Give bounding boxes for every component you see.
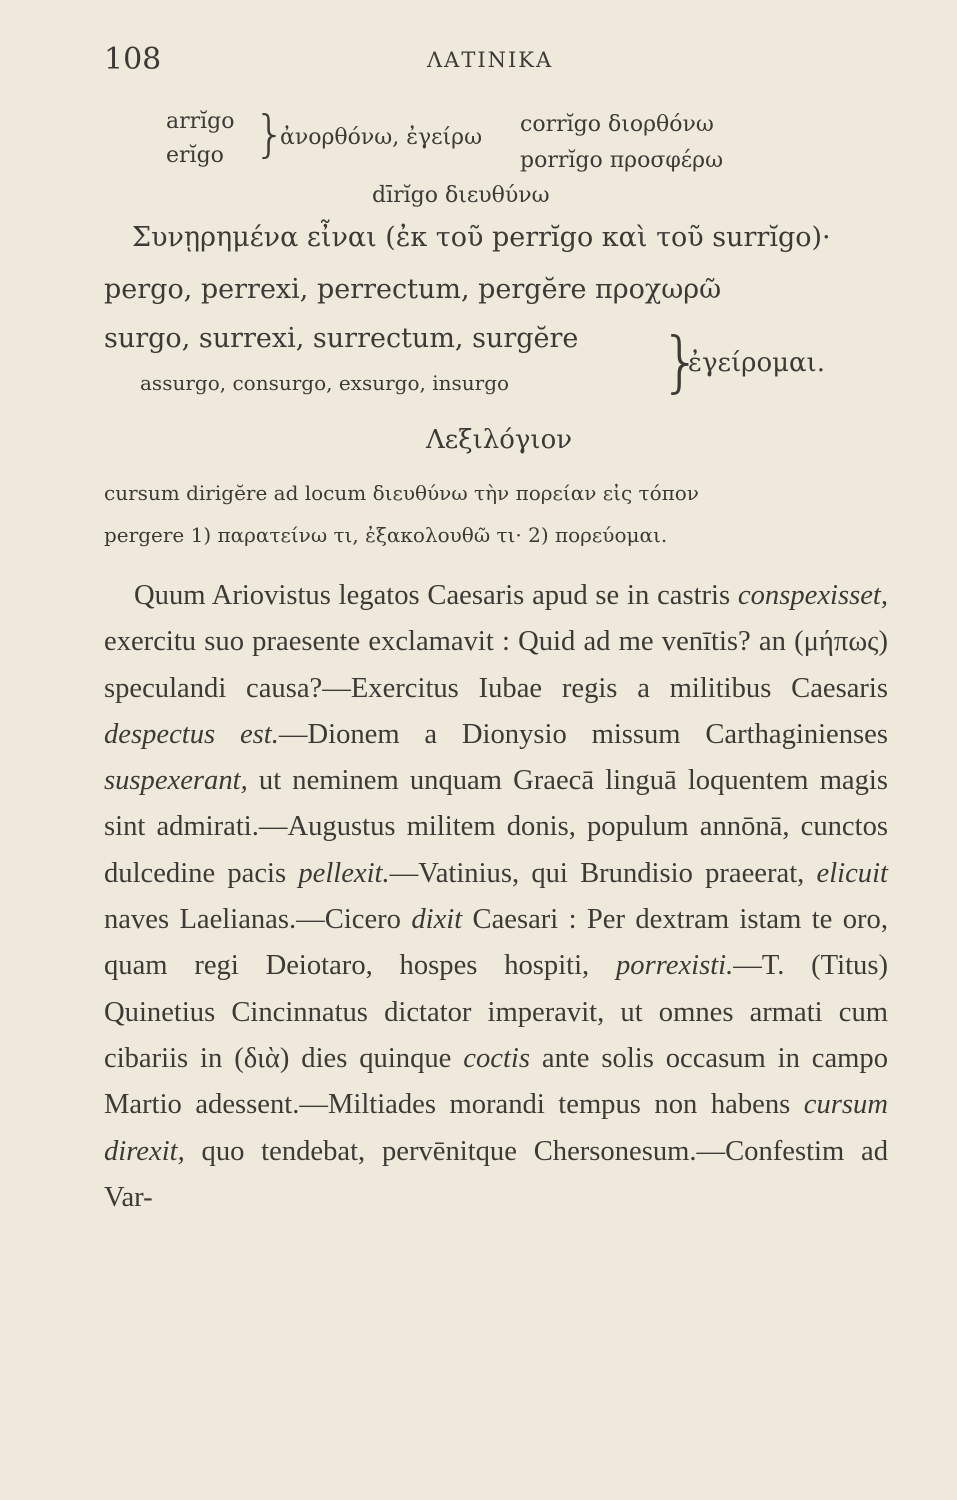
passage-text: —Dionem a Dionysio missum Carthaginienses [278, 718, 888, 750]
passage-italic: porrexisti. [616, 950, 734, 982]
passage-italic: despectus est. [104, 718, 279, 750]
page-number: 108 [104, 42, 162, 77]
brace-icon: } [254, 105, 286, 163]
passage-text: —Vatinius, qui Brundisio praeerat, [389, 857, 805, 889]
page-header [104, 42, 887, 82]
line-surgo: surgo, surrexi, surrectum, surgĕre [104, 323, 579, 354]
running-title: ΛΑΤΙΝΙΚΑ [427, 48, 554, 72]
passage-text: ante solis occasum in campo Martio adessent.—Miltiades morandi tempus non habens [104, 1042, 889, 1121]
brace-icon: } [660, 323, 702, 400]
passage-italic: pellexit. [298, 857, 390, 889]
passage-italic: coctis [463, 1042, 530, 1074]
compound-arrigo-meaning: ἀνορθόνω, ἐγείρω [280, 125, 483, 150]
line-synerimena: Συνῃρημένα εἶναι (ἐκ τοῦ perrĭgo καὶ τοῦ surrĭgo)· [132, 222, 831, 253]
compound-arrigo: arrĭgo [166, 109, 235, 134]
compound-dirigo: dīrĭgo διευθύνω [372, 183, 550, 208]
passage-paragraph [104, 573, 888, 1221]
compound-erigo: erĭgo [166, 143, 224, 168]
passage-text: quo tendebat, pervēnitque Chersonesum.—Confestim ad Var- [104, 1135, 888, 1213]
compound-porrigo: porrĭgo προσφέρω [520, 148, 724, 173]
line-pergo: pergo, perrexi, perrectum, pergĕre προχωρῶ [104, 274, 722, 305]
passage-italic: cursum direxit, [104, 1089, 888, 1167]
passage-italic: dixit [411, 904, 463, 936]
lexicon-entry: cursum dirigĕre ad locum διευθύνω τὴν πορείαν εἰς τόπον [104, 481, 699, 505]
passage-text: naves Laelianas.—Cicero [104, 904, 401, 936]
line-assurgo: assurgo, consurgo, exsurgo, insurgo [140, 371, 510, 395]
passage-text: Caesari : Per dextram istam te oro, quam regi Deiotaro, hospes hospiti, [104, 904, 888, 982]
passage-text: Quum Ariovistus legatos Caesaris apud se in castris [134, 580, 731, 611]
lexicon-entry: pergere 1) παρατείνω τι, ἐξακολουθῶ τι· 2) πορεύομαι. [104, 523, 668, 547]
passage-text: ut neminem unquam Graecā linguā loquentem magis sint admirati.—Augustus militem donis, populum annōnā, cunctos dulcedine pacis [104, 765, 888, 889]
compound-corrigo: corrĭgo διορθόνω [520, 112, 714, 137]
passage-text: exercitu suo praesente exclamavit : Quid ad me venītis? an (μήπως) speculandi causa?—Exercitus Iubae regis a militibus Caesaris [104, 626, 888, 704]
lexicon-title: Λεξιλόγιον [426, 425, 573, 455]
latin-passage [104, 573, 888, 1221]
passage-text: —T. (Titus) Quinetius Cincinnatus dictator imperavit, ut omnes armati cum cibariis in (διὰ) dies quinque [104, 950, 888, 1074]
line-egeiromai: ἐγείρομαι. [688, 348, 826, 378]
passage-italic: elicuit [816, 857, 888, 889]
passage-italic: suspexerant, [104, 765, 248, 797]
passage-italic: conspexisset, [737, 580, 888, 611]
